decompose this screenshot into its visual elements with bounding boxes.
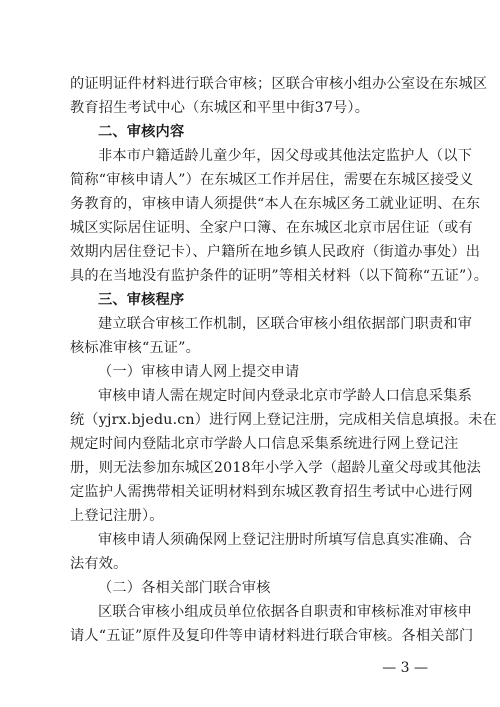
text-line: 核标准审核“五证”。 (70, 340, 201, 356)
section-heading-procedure: 三、审核程序 (98, 292, 185, 308)
text-line: 统（yjrx.bjedu.cn）进行网上登记注册，完成相关信息填报。未在 (70, 412, 497, 428)
text-line: 教育招生考试中心（东城区和平里中街37号）。 (70, 100, 370, 116)
subheading-joint-review: （二）各相关部门联合审核 (98, 580, 271, 596)
text-line: 定监护人需携带相关证明材料到东城区教育招生考试中心进行网 (70, 484, 473, 500)
text-line: 的证明证件材料进行联合审核；区联合审核小组办公室设在东城区 (70, 76, 488, 92)
text-line: 区联合审核小组成员单位依据各自职责和审核标准对审核申 (98, 604, 473, 620)
body-text (70, 72, 497, 648)
subheading-online-application: （一）审核申请人网上提交申请 (98, 364, 300, 380)
text-line: 审核申请人须确保网上登记注册时所填写信息真实准确、合 (98, 532, 473, 548)
text-line: 册，则无法参加东城区2018年小学入学（超龄儿童父母或其他法 (70, 460, 481, 476)
text-line: 法有效。 (70, 556, 128, 572)
text-line: 请人“五证”原件及复印件等申请材料进行联合审核。各相关部门 (70, 628, 474, 644)
text-line: 规定时间内登陆北京市学龄人口信息采集系统进行网上登记注 (70, 436, 459, 452)
text-line: 效期内居住登记卡）、户籍所在地乡镇人民政府（街道办事处）出 (70, 244, 481, 260)
text-line: 审核申请人需在规定时间内登录北京市学龄人口信息采集系 (98, 388, 473, 404)
text-line: 非本市户籍适龄儿童少年，因父母或其他法定监护人（以下 (98, 148, 473, 164)
text-line: 简称“审核申请人”）在东城区工作并居住，需要在东城区接受义 (70, 172, 474, 188)
text-line: 城区实际居住证明、全家户口簿、在东城区北京市居住证（或有 (70, 220, 473, 236)
text-line: 具的在当地没有监护条件的证明”等相关材料（以下简称“五证”）。 (70, 268, 489, 284)
section-heading-content: 二、审核内容 (98, 124, 185, 140)
page-number: — 3 — (382, 660, 428, 676)
text-line: 上登记注册）。 (70, 508, 164, 524)
text-line: 建立联合审核工作机制，区联合审核小组依据部门职责和审 (98, 316, 473, 332)
text-line: 务教育的，审核申请人须提供“本人在东城区务工就业证明、在东 (70, 196, 481, 212)
